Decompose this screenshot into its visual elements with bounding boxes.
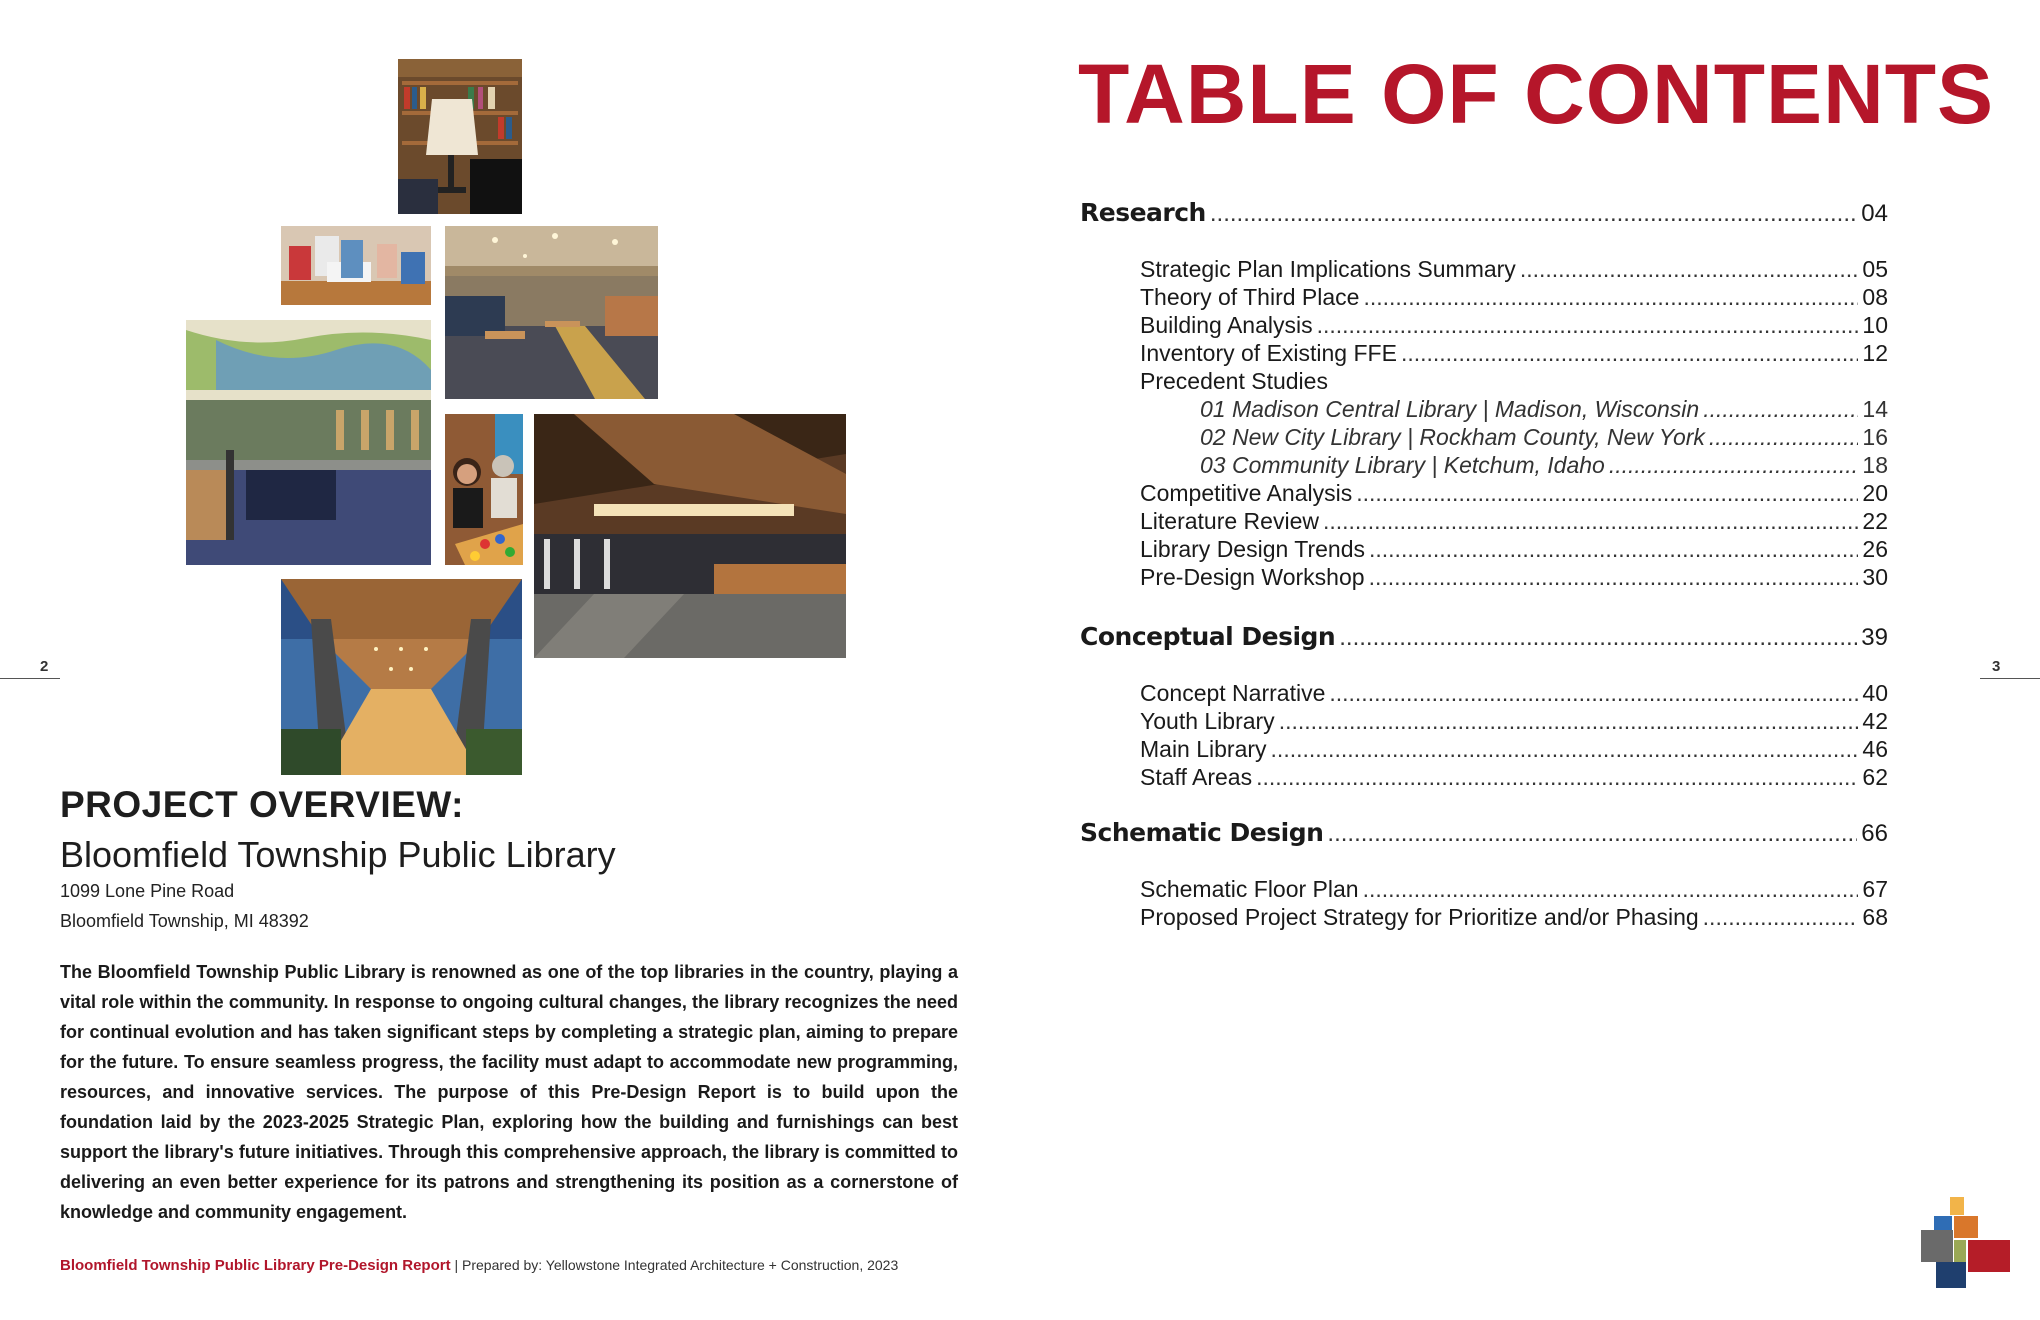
toc-item[interactable] (1140, 708, 1888, 735)
toc-label: Competitive Analysis (1140, 480, 1353, 506)
logo-square (1936, 1262, 1966, 1288)
logo-square (1934, 1216, 1952, 1230)
toc-leader (1709, 424, 1858, 451)
toc-page: 20 (1862, 480, 1888, 506)
bookshelf-lamp-photo (398, 59, 522, 214)
toc-item[interactable] (1140, 536, 1888, 563)
book-display-photo (281, 226, 431, 305)
toc-leader (1327, 820, 1857, 848)
toc-item[interactable] (1140, 564, 1888, 591)
toc-page: 68 (1862, 904, 1888, 930)
page-rule-left (0, 678, 60, 679)
address-line-2: Bloomfield Township, MI 48392 (60, 911, 309, 931)
address-line-1: 1099 Lone Pine Road (60, 881, 235, 901)
toc-label: Schematic Design (1080, 818, 1324, 847)
youth-desk-photo (186, 320, 431, 565)
patrons-photo (445, 414, 523, 565)
toc-leader (1356, 480, 1858, 507)
yellowstone-logo-icon (1920, 1194, 2010, 1290)
toc-leader (1369, 564, 1859, 591)
footer-separator: | (454, 1257, 459, 1273)
toc-label: Research (1080, 198, 1206, 227)
toc-leader (1703, 904, 1859, 931)
overview-body: The Bloomfield Township Public Library is renowned as one of the top libraries in the country, playing a vital role within the community. In response to ongoing cultural changes, the library recognizes the need for continual evolution and has taken significant steps by completing a strategic plan, aiming to prepare for the future. To ensure seamless progress, the facility must adapt to accommodate new programming, resources, and innovative services. The purpose of this Pre-Design Report is to build upon the foundation laid by the 2023-2025 Strategic Plan, exploring how the building and furnishings can best support the library's future initiatives. Through this comprehensive approach, the library is committed to delivering an even better experience for its patrons and strengthening its position as a cornerstone of knowledge and community engagement. (60, 962, 958, 1222)
toc-page: 30 (1862, 564, 1888, 590)
toc-label: 02 New City Library | Rockham County, New York (1200, 424, 1705, 450)
toc-page: 46 (1862, 736, 1888, 762)
toc-page: 39 (1861, 624, 1888, 651)
toc-leader (1210, 200, 1857, 228)
toc-page: 62 (1862, 764, 1888, 790)
toc-item[interactable] (1140, 508, 1888, 535)
toc-page: 10 (1862, 312, 1888, 338)
toc-label: 01 Madison Central Library | Madison, Wisconsin (1200, 396, 1700, 422)
toc-title: TABLE OF CONTENTS (1078, 47, 1995, 141)
toc-item[interactable] (1140, 764, 1888, 791)
reading-room-photo (445, 226, 658, 399)
toc-page: 67 (1862, 876, 1888, 902)
toc-page: 26 (1862, 536, 1888, 562)
footer-prepared: Prepared by: Yellowstone Integrated Architecture + Construction, 2023 (462, 1257, 899, 1273)
toc-leader (1609, 452, 1859, 479)
toc-item[interactable] (1140, 904, 1888, 931)
logo-square (1954, 1240, 1966, 1262)
toc-leader (1401, 340, 1858, 367)
toc-leader (1520, 256, 1859, 283)
page-number-right: 3 (1992, 658, 2001, 675)
toc-leader (1339, 624, 1857, 652)
toc-label: Literature Review (1140, 508, 1319, 534)
toc-leader (1323, 508, 1858, 535)
toc-page: 66 (1861, 820, 1888, 847)
toc-label: Inventory of Existing FFE (1140, 340, 1397, 366)
main-hall-photo (534, 414, 846, 658)
toc-item[interactable] (1140, 680, 1888, 707)
toc-item-precedent-studies[interactable]: Precedent Studies (1140, 368, 1328, 394)
toc-label: Library Design Trends (1140, 536, 1365, 562)
footer (60, 1257, 898, 1274)
toc-label: Staff Areas (1140, 764, 1253, 790)
toc-label: Schematic Floor Plan (1140, 876, 1359, 902)
toc-leader (1329, 680, 1858, 707)
page-rule-right (1980, 678, 2040, 679)
page-number-left: 2 (40, 658, 49, 675)
toc-leader (1363, 284, 1858, 311)
toc-leader (1317, 312, 1859, 339)
toc-label: Building Analysis (1140, 312, 1313, 338)
toc-label: 03 Community Library | Ketchum, Idaho (1200, 452, 1605, 478)
toc-section-conceptual-design[interactable] (1080, 622, 1888, 652)
toc-section-research[interactable] (1080, 198, 1888, 228)
toc-item[interactable] (1140, 256, 1888, 283)
toc-page: 18 (1862, 452, 1888, 478)
toc-leader (1256, 764, 1858, 791)
toc-label: Main Library (1140, 736, 1267, 762)
toc-page: 12 (1862, 340, 1888, 366)
toc-page: 04 (1861, 200, 1888, 227)
toc-page: 14 (1862, 396, 1888, 422)
toc-section-schematic-design[interactable] (1080, 818, 1888, 848)
toc-label: Pre-Design Workshop (1140, 564, 1365, 590)
toc-label: Youth Library (1140, 708, 1275, 734)
toc-page: 22 (1862, 508, 1888, 534)
footer-brand: Bloomfield Township Public Library Pre-Design Report (60, 1257, 451, 1274)
toc-label: Proposed Project Strategy for Prioritize and/or Phasing (1140, 904, 1699, 930)
toc-item[interactable] (1140, 736, 1888, 763)
toc-label: Conceptual Design (1080, 622, 1336, 651)
toc-item[interactable] (1200, 424, 1888, 451)
toc-leader (1369, 536, 1858, 563)
library-name: Bloomfield Township Public Library (60, 834, 616, 875)
toc-leader (1703, 396, 1858, 423)
toc-leader (1279, 708, 1859, 735)
walkway-photo (281, 579, 522, 775)
toc-page: 40 (1862, 680, 1888, 706)
toc-page: 16 (1862, 424, 1888, 450)
toc-label: Concept Narrative (1140, 680, 1326, 706)
toc-item[interactable] (1140, 876, 1888, 903)
logo-square (1921, 1230, 1953, 1262)
toc-leader (1271, 736, 1859, 763)
toc-item[interactable] (1140, 480, 1888, 507)
toc-item[interactable] (1140, 312, 1888, 339)
toc-item[interactable] (1200, 452, 1888, 479)
toc-page: 05 (1862, 256, 1888, 282)
toc-label: Strategic Plan Implications Summary (1140, 256, 1516, 282)
toc-item[interactable] (1200, 396, 1888, 423)
toc-page: 42 (1862, 708, 1888, 734)
toc-label: Theory of Third Place (1140, 284, 1360, 310)
toc-item[interactable] (1140, 340, 1888, 367)
toc-item[interactable] (1140, 284, 1888, 311)
toc-page: 08 (1862, 284, 1888, 310)
logo-square (1968, 1240, 2010, 1272)
logo-square (1950, 1197, 1964, 1215)
overview-heading: PROJECT OVERVIEW: (60, 784, 464, 825)
logo-square (1954, 1216, 1978, 1238)
toc-leader (1363, 876, 1859, 903)
